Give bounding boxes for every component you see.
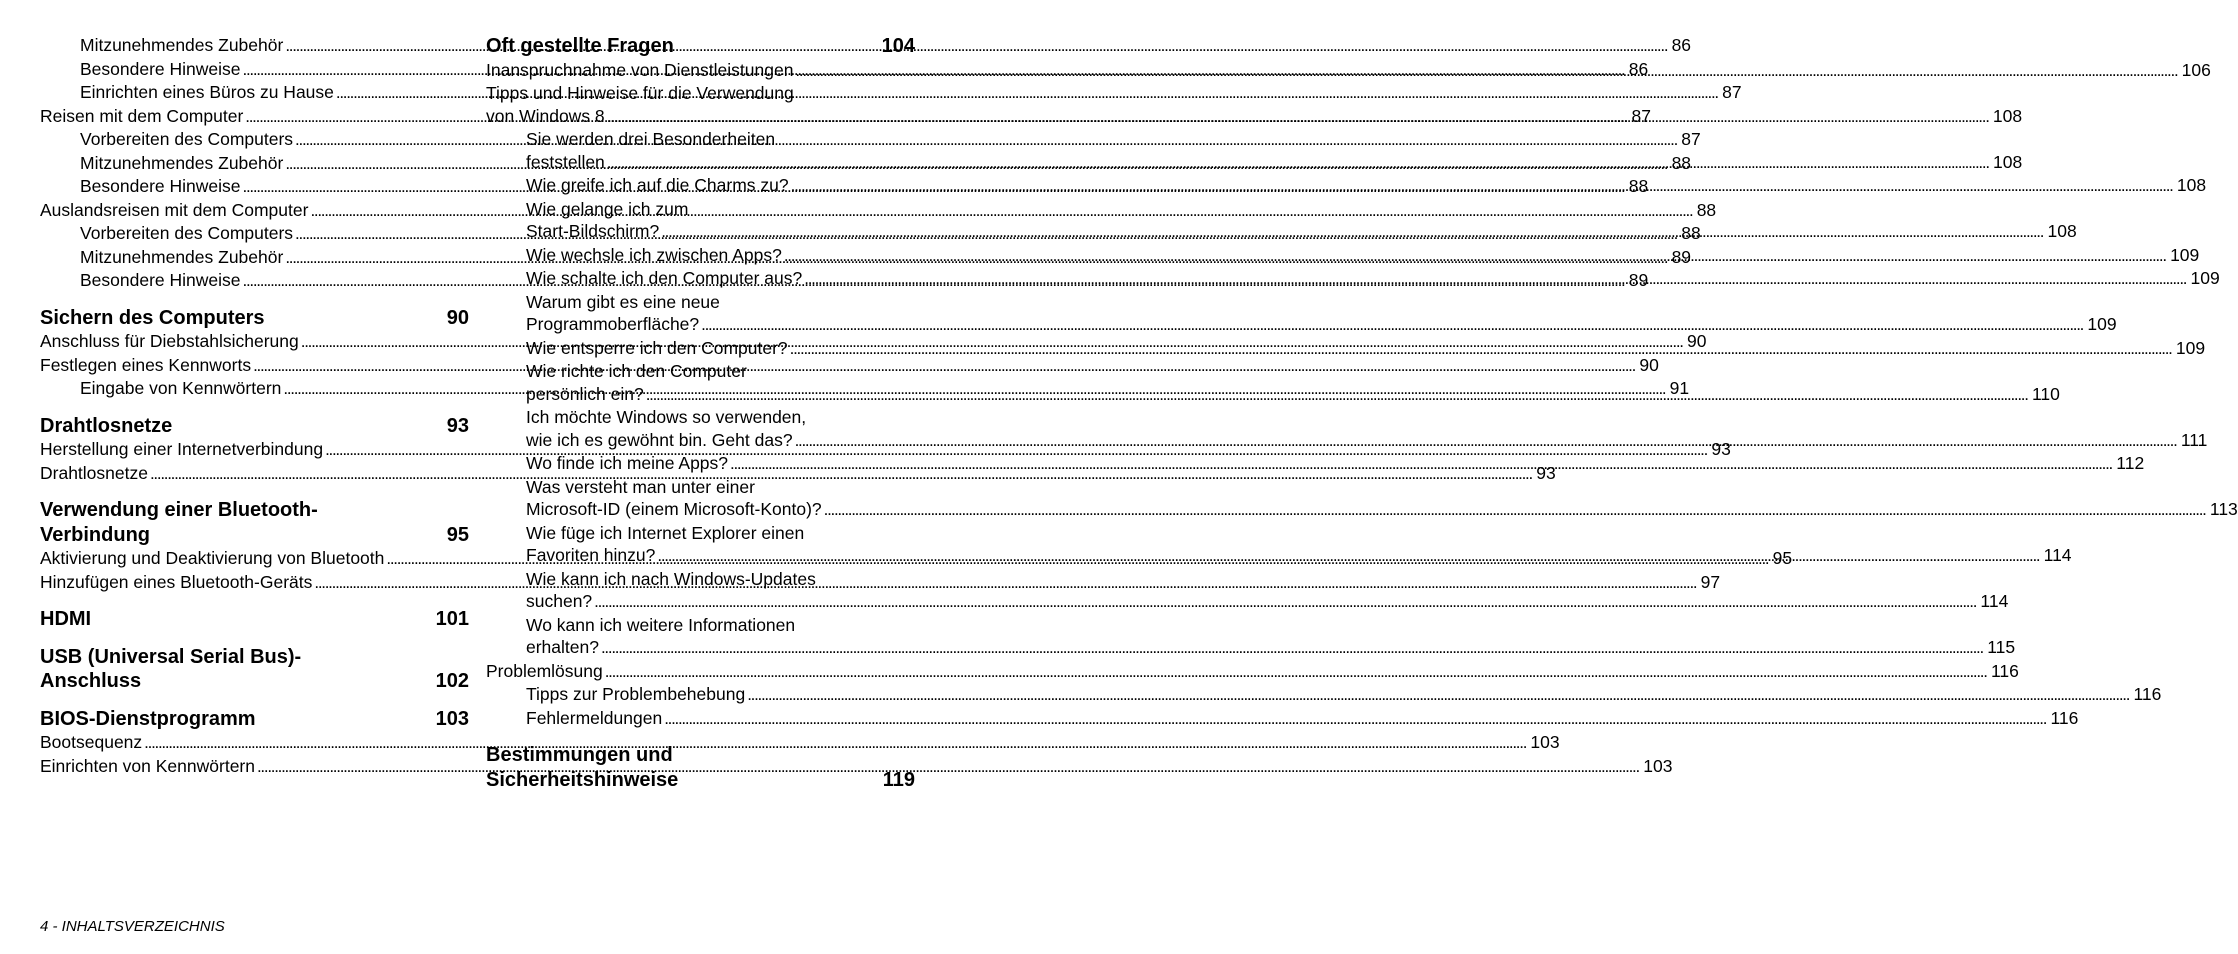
toc-entry[interactable] [486,683,2162,707]
entry-title: erhalten? [526,637,599,657]
entry-page-number: 88 [1628,176,1649,196]
entry-title: von Windows 8 [486,105,605,126]
toc-section-heading[interactable] [40,414,469,439]
entry-title: persönlich ein? [526,383,644,404]
heading-title: Drahtlosnetze [40,414,173,437]
heading-line [40,645,469,670]
entry-page-number: 97 [1700,571,1721,592]
entry-title: Besondere Hinweise [80,270,241,290]
heading-page-number: 95 [446,523,469,546]
entry-title: Einrichten eines Büros zu Hause [80,82,334,102]
entry-page-number: 95 [1772,548,1793,568]
entry-title: Wie wechsle ich zwischen Apps? [526,244,782,265]
entry-page-number: 88 [1671,152,1692,173]
entry-title: Tipps zur Problembehebung [526,684,746,704]
dot-leader [782,244,2164,268]
entry-title: Drahtlosnetze [40,462,148,483]
entry-page-number: 109 [2175,337,2206,358]
entry-page-number: 110 [2031,383,2060,404]
entry-title: Vorbereiten des Computers [80,223,294,243]
dot-leader [603,660,1985,684]
toc-entry[interactable] [486,590,2009,614]
entry-page-number: 103 [1530,732,1560,752]
entry-title: Mitzunehmendes Zubehör [80,152,284,173]
entry-title: Anschluss für Diebstahlsicherung [40,331,299,351]
entry-title: Wie greife ich auf die Charms zu? [526,175,789,195]
dot-leader [745,683,2127,707]
entry-page-number: 89 [1671,246,1692,267]
section-gap [40,694,469,707]
heading-title: BIOS-Dienstprogramm [40,707,256,730]
entry-page-number: 90 [1687,331,1707,351]
entry-title: Festlegen eines Kennworts [40,354,252,375]
heading-line [486,743,915,768]
dot-leader [793,59,2175,83]
entry-page-number: 116 [2050,707,2079,728]
dot-leader [605,151,1987,175]
entry-page-number: 113 [2209,499,2238,519]
toc-entry-first-line: Wie gelange ich zum [526,198,689,219]
toc-entry-first-line: Wie richte ich den Computer [526,361,747,381]
heading-title: USB (Universal Serial Bus)- [40,645,302,668]
entry-title: Start-Bildschirm? [526,221,660,241]
entry-page-number: 88 [1696,199,1717,220]
entry-page-number: 115 [1987,637,2016,657]
entry-page-number: 109 [2170,244,2200,265]
toc-entry[interactable] [486,313,2117,337]
dot-leader [644,383,2026,407]
dot-leader [599,636,1981,660]
toc-section-heading[interactable] [486,34,915,59]
heading-page-number: 93 [446,414,469,437]
heading-title: Verwendung einer Bluetooth- [40,499,318,521]
dot-leader [788,337,2170,361]
heading-title: Anschluss [40,670,142,692]
dot-leader [699,313,2081,337]
toc-entry-first-line: Tipps und Hinweise für die Verwendung [486,83,794,103]
entry-page-number: 90 [1639,354,1659,375]
dot-leader [255,755,1637,779]
dot-leader [659,220,2041,244]
entry-title: Mitzunehmendes Zubehör [80,246,284,267]
entry-title: Hinzufügen eines Bluetooth-Geräts [40,571,313,592]
entry-title: Mitzunehmendes Zubehör [80,35,284,55]
toc-section-heading[interactable] [486,743,915,792]
entry-page-number: 108 [2176,175,2207,195]
toc-section-heading[interactable] [40,306,469,331]
entry-title: Reisen mit dem Computer [40,105,244,126]
dot-leader [592,590,1974,614]
toc-section-heading[interactable] [40,645,469,694]
section-gap [486,730,915,743]
toc-entry[interactable] [486,498,2238,522]
dot-leader [793,429,2175,453]
dot-leader [802,267,2184,291]
heading-page-number: 90 [446,306,469,329]
heading-page-number: 102 [435,670,469,692]
entry-title: Wie schalte ich den Computer aus? [526,268,803,288]
entry-page-number: 106 [2181,59,2211,80]
dot-leader [822,498,2204,522]
entry-title: Problemlösung [486,660,603,681]
toc-section-heading[interactable] [40,607,469,632]
section-gap [40,632,469,645]
entry-title: Vorbereiten des Computers [80,129,294,149]
toc-entry-first-line: Warum gibt es eine neue [526,291,720,312]
section-gap [40,401,469,414]
entry-page-number: 86 [1628,58,1649,79]
toc-entry[interactable] [486,636,2016,660]
dot-leader [728,452,2110,476]
heading-title: Bestimmungen und [486,744,673,766]
heading-page-number: 101 [435,608,469,630]
section-gap [40,485,469,498]
entry-page-number: 88 [1681,223,1701,243]
entry-title: Fehlermeldungen [526,707,663,728]
dot-leader [605,105,1987,129]
entry-page-number: 103 [1643,755,1673,776]
entry-title: Microsoft-ID (einem Microsoft-Konto)? [526,499,822,519]
entry-page-number: 111 [2180,429,2208,450]
toc-section-heading[interactable] [40,498,469,547]
entry-title: Inanspruchnahme von Dienstleistungen [486,59,794,80]
entry-title: Besondere Hinweise [80,176,241,196]
toc-entry-first-line: Sie werden drei Besonderheiten [526,129,776,149]
entry-page-number: 112 [2116,453,2145,473]
entry-page-number: 114 [1980,591,2009,611]
heading-title: Oft gestellte Fragen [486,35,674,57]
heading-title: HDMI [40,608,92,630]
toc-entry-first-line: Wie kann ich nach Windows-Updates [526,568,816,589]
heading-line [40,498,469,523]
dot-leader [662,707,2044,731]
entry-title: wie ich es gewöhnt bin. Geht das? [526,429,793,450]
heading-page-number: 119 [882,768,915,791]
entry-title: Einrichten von Kennwörtern [40,755,255,776]
section-gap [40,293,469,306]
entry-page-number: 108 [1992,105,2023,126]
heading-line [40,523,469,548]
entry-title: Besondere Hinweise [80,58,241,79]
entry-title: Auslandsreisen mit dem Computer [40,199,309,220]
section-gap [40,594,469,607]
heading-line [486,768,915,793]
entry-page-number: 91 [1669,378,1690,398]
entry-title: Eingabe von Kennwörtern [80,378,282,398]
toc-entry[interactable] [486,707,2079,731]
entry-page-number: 87 [1722,82,1742,102]
dot-leader [789,174,2171,198]
entry-title: Aktivierung und Deaktivierung von Bluetooth [40,548,385,568]
toc-entry[interactable] [486,660,2019,684]
entry-page-number: 116 [1990,660,2019,681]
entry-page-number: 87 [1681,129,1701,149]
entry-title: Favoriten hinzu? [526,545,656,565]
entry-title: Programmoberfläche? [526,314,700,334]
toc-entry-first-line: Was versteht man unter einer [526,476,755,497]
entry-title: feststellen [526,151,605,172]
entry-page-number: 93 [1536,462,1556,483]
heading-title: Sichern des Computers [40,306,265,329]
entry-title: Wie entsperre ich den Computer? [526,337,788,358]
entry-page-number: 108 [2047,221,2077,241]
heading-line [40,669,469,694]
heading-page-number: 103 [435,707,469,730]
dot-leader [655,544,2037,568]
heading-page-number: 104 [881,35,915,57]
entry-title: Wo finde ich meine Apps? [526,453,729,473]
entry-page-number: 116 [2133,684,2162,704]
entry-page-number: 86 [1671,35,1692,55]
toc-entry-first-line: Wie füge ich Internet Explorer einen [526,522,805,543]
entry-page-number: 108 [1993,151,2023,172]
toc-section-heading[interactable] [40,707,469,732]
entry-title: Herstellung einer Internetverbindung [40,439,324,459]
entry-title: suchen? [526,591,593,611]
entry-page-number: 109 [2087,314,2117,334]
entry-page-number: 93 [1711,439,1731,459]
entry-page-number: 114 [2043,545,2072,565]
entry-title: Bootsequenz [40,732,143,752]
entry-page-number: 87 [1631,105,1651,126]
page-footer: 4 - INHALTSVERZEICHNIS [40,918,225,935]
heading-title: Verbindung [40,523,150,546]
entry-page-number: 89 [1628,270,1649,290]
toc-entry-first-line: Ich möchte Windows so verwenden, [526,407,807,427]
entry-page-number: 109 [2190,268,2220,288]
toc-entry-first-line: Wo kann ich weitere Informationen [526,614,796,635]
heading-title: Sicherheitshinweise [486,768,679,791]
